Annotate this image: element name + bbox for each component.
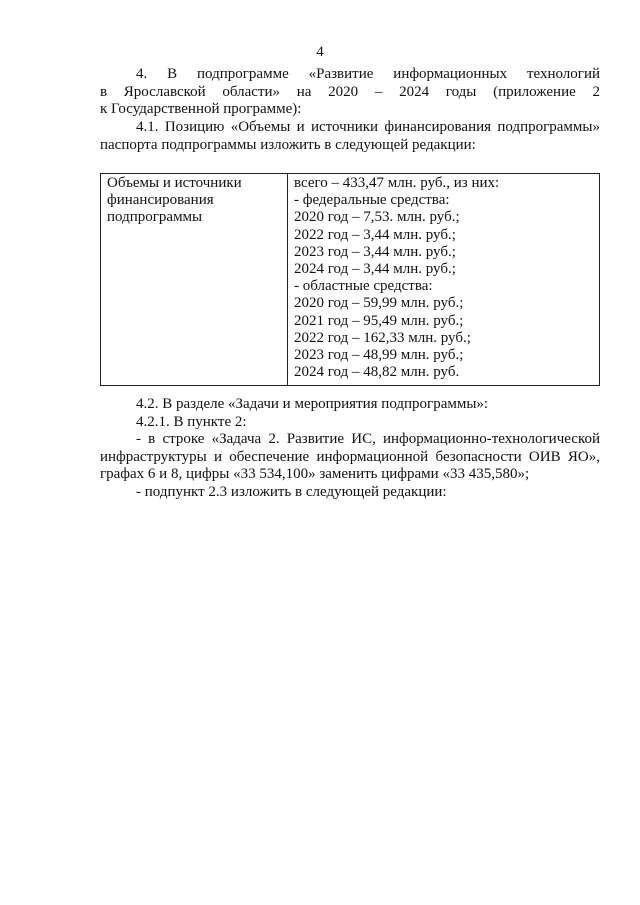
table-row (101, 174, 600, 386)
value-line: 2024 год – 48,82 млн. руб. (294, 364, 460, 381)
label-line: Объемы и источники (107, 175, 242, 191)
value-line: - областные средства: (294, 278, 433, 295)
paragraph-item-4 (100, 66, 600, 119)
value-line: всего – 433,47 млн. руб., из них: (294, 175, 500, 191)
value-line: 2023 год – 48,99 млн. руб.; (294, 347, 464, 364)
item-4-line-1: 4. В подпрограмме «Развитие информационных технологий (136, 66, 600, 82)
item-4-line-3: к Государственной программе): (100, 101, 302, 118)
value-line: - федеральные средства: (294, 192, 450, 209)
item-4-1-line-2: паспорта подпрограммы изложить в следующей редакции: (100, 136, 476, 153)
bullet-1-line-1: - в строке «Задача 2. Развитие ИС, информационно-технологической (136, 431, 600, 448)
value-line: 2024 год – 3,44 млн. руб.; (294, 261, 456, 278)
paragraph-item-4-2 (100, 396, 600, 502)
value-line: 2020 год – 59,99 млн. руб.; (294, 295, 464, 312)
value-line: 2021 год – 95,49 млн. руб.; (294, 312, 464, 329)
label-line: подпрограммы (107, 209, 203, 226)
page-number: 4 (316, 44, 324, 60)
item-4-1-line-1: 4.1. Позицию «Объемы и источники финансирования подпрограммы» (136, 119, 600, 135)
paragraph-item-4-1 (100, 119, 600, 154)
bullet-1-line-3: графах 6 и 8, цифры «33 534,100» заменить цифрами «33 435,580»; (100, 466, 530, 483)
bullet-1-line-2: инфраструктуры и обеспечение информационной безопасности ОИВ ЯО», (100, 448, 600, 465)
funding-label-cell (101, 174, 288, 386)
item-4-line-2: в Ярославской области» на 2020 – 2024 годы (приложение 2 (100, 83, 600, 100)
funding-table (100, 173, 600, 386)
value-line: 2020 год – 7,53. млн. руб.; (294, 209, 460, 226)
item-4-2-line: 4.2. В разделе «Задачи и мероприятия подпрограммы»: (136, 396, 489, 412)
item-4-2-1-line: 4.2.1. В пункте 2: (136, 413, 247, 430)
bullet-2-line: - подпункт 2.3 изложить в следующей редакции: (136, 483, 447, 500)
value-line: 2023 год – 3,44 млн. руб.; (294, 243, 456, 260)
label-line: финансирования (107, 192, 214, 209)
value-line: 2022 год – 162,33 млн. руб.; (294, 329, 471, 346)
value-line: 2022 год – 3,44 млн. руб.; (294, 226, 456, 243)
funding-value-cell (288, 174, 600, 386)
